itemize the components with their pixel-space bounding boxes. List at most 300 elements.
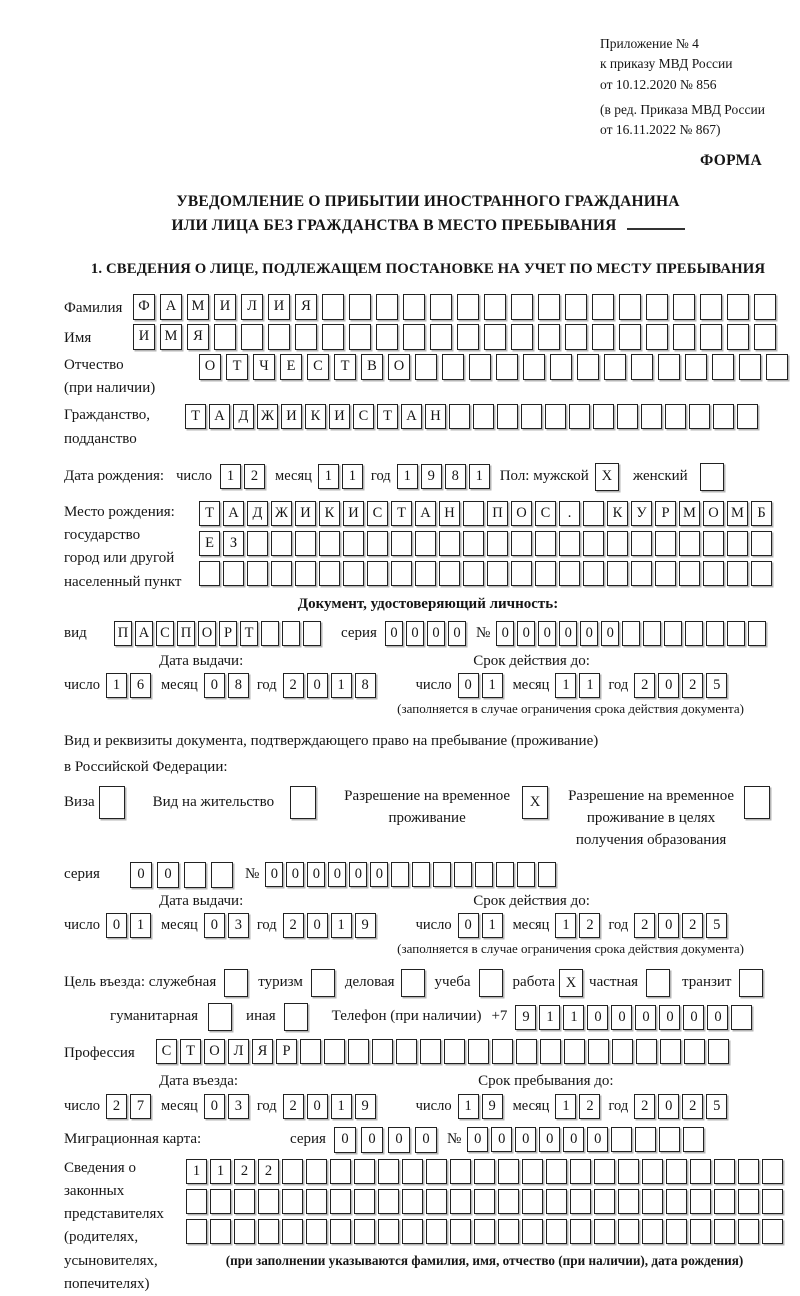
form-cell[interactable] bbox=[703, 531, 724, 556]
form-cell[interactable]: 1 bbox=[579, 673, 600, 698]
form-cell[interactable]: А bbox=[223, 501, 244, 526]
form-cell[interactable] bbox=[751, 531, 772, 556]
form-cell[interactable] bbox=[282, 1219, 303, 1244]
form-cell[interactable] bbox=[468, 1039, 489, 1064]
form-cell[interactable]: И bbox=[281, 404, 302, 429]
form-cell[interactable] bbox=[631, 531, 652, 556]
form-cell[interactable] bbox=[268, 324, 290, 350]
form-cell[interactable]: 0 bbox=[587, 1127, 608, 1152]
form-cell[interactable]: 1 bbox=[331, 913, 352, 938]
form-cell[interactable]: 0 bbox=[204, 673, 225, 698]
form-cell[interactable] bbox=[594, 1159, 615, 1184]
form-cell[interactable] bbox=[739, 969, 763, 997]
form-cell[interactable] bbox=[449, 404, 470, 429]
form-cell[interactable]: 0 bbox=[580, 621, 598, 646]
form-cell[interactable] bbox=[737, 404, 758, 429]
form-cell[interactable] bbox=[415, 354, 437, 380]
form-cell[interactable] bbox=[372, 1039, 393, 1064]
form-cell[interactable]: О bbox=[204, 1039, 225, 1064]
form-cell[interactable] bbox=[261, 621, 279, 646]
form-cell[interactable]: 9 bbox=[515, 1005, 536, 1030]
form-cell[interactable] bbox=[258, 1219, 279, 1244]
form-cell[interactable]: И bbox=[133, 324, 155, 350]
form-cell[interactable] bbox=[396, 1039, 417, 1064]
purpose-tourism-checkbox[interactable] bbox=[311, 969, 335, 997]
form-cell[interactable]: 1 bbox=[342, 464, 363, 489]
form-cell[interactable] bbox=[714, 1219, 735, 1244]
form-cell[interactable]: 9 bbox=[355, 1094, 376, 1119]
form-cell[interactable] bbox=[300, 1039, 321, 1064]
form-cell[interactable] bbox=[641, 404, 662, 429]
form-cell[interactable]: 0 bbox=[388, 1127, 410, 1153]
form-cell[interactable]: 2 bbox=[682, 913, 703, 938]
form-cell[interactable] bbox=[214, 324, 236, 350]
form-cell[interactable] bbox=[511, 324, 533, 350]
form-cell[interactable] bbox=[282, 1159, 303, 1184]
form-cell[interactable] bbox=[659, 1127, 680, 1152]
form-cell[interactable]: О bbox=[388, 354, 410, 380]
form-cell[interactable] bbox=[324, 1039, 345, 1064]
form-cell[interactable]: 0 bbox=[458, 673, 479, 698]
form-cell[interactable]: А bbox=[160, 294, 182, 320]
form-cell[interactable] bbox=[619, 324, 641, 350]
form-cell[interactable]: 1 bbox=[186, 1159, 207, 1184]
form-cell[interactable] bbox=[646, 294, 668, 320]
form-cell[interactable] bbox=[306, 1219, 327, 1244]
form-cell[interactable]: 5 bbox=[706, 1094, 727, 1119]
form-cell[interactable] bbox=[402, 1219, 423, 1244]
form-cell[interactable] bbox=[391, 561, 412, 586]
form-cell[interactable]: И bbox=[329, 404, 350, 429]
form-cell[interactable] bbox=[186, 1189, 207, 1214]
form-cell[interactable]: 0 bbox=[539, 1127, 560, 1152]
form-cell[interactable] bbox=[739, 354, 761, 380]
form-cell[interactable] bbox=[271, 531, 292, 556]
sex-male-checkbox[interactable] bbox=[595, 463, 619, 491]
form-cell[interactable] bbox=[619, 294, 641, 320]
form-cell[interactable] bbox=[666, 1219, 687, 1244]
form-cell[interactable]: 1 bbox=[469, 464, 490, 489]
form-cell[interactable]: 1 bbox=[482, 913, 503, 938]
form-cell[interactable]: 0 bbox=[635, 1005, 656, 1030]
form-cell[interactable] bbox=[367, 561, 388, 586]
form-cell[interactable]: 2 bbox=[244, 464, 265, 489]
form-cell[interactable]: . bbox=[559, 501, 580, 526]
form-cell[interactable]: 0 bbox=[611, 1005, 632, 1030]
form-cell[interactable]: Т bbox=[226, 354, 248, 380]
form-cell[interactable]: 0 bbox=[204, 913, 225, 938]
form-cell[interactable] bbox=[319, 561, 340, 586]
form-cell[interactable] bbox=[330, 1219, 351, 1244]
form-cell[interactable] bbox=[475, 862, 493, 887]
form-cell[interactable] bbox=[665, 404, 686, 429]
form-cell[interactable]: 2 bbox=[634, 673, 655, 698]
form-cell[interactable]: 2 bbox=[682, 1094, 703, 1119]
form-cell[interactable] bbox=[762, 1159, 783, 1184]
form-cell[interactable] bbox=[762, 1219, 783, 1244]
form-cell[interactable]: 0 bbox=[707, 1005, 728, 1030]
form-cell[interactable] bbox=[496, 862, 514, 887]
form-cell[interactable] bbox=[450, 1189, 471, 1214]
form-cell[interactable]: Л bbox=[228, 1039, 249, 1064]
form-cell[interactable]: Т bbox=[180, 1039, 201, 1064]
form-cell[interactable] bbox=[727, 294, 749, 320]
form-cell[interactable]: 1 bbox=[318, 464, 339, 489]
form-cell[interactable]: О bbox=[198, 621, 216, 646]
sex-female-checkbox[interactable] bbox=[700, 463, 724, 491]
form-cell[interactable] bbox=[683, 1127, 704, 1152]
form-cell[interactable] bbox=[463, 531, 484, 556]
form-cell[interactable] bbox=[631, 354, 653, 380]
form-cell[interactable] bbox=[306, 1189, 327, 1214]
form-cell[interactable] bbox=[454, 862, 472, 887]
form-cell[interactable] bbox=[479, 969, 503, 997]
form-cell[interactable] bbox=[442, 354, 464, 380]
form-cell[interactable]: Я bbox=[295, 294, 317, 320]
form-cell[interactable]: 0 bbox=[515, 1127, 536, 1152]
purpose-official-checkbox[interactable] bbox=[224, 969, 248, 997]
form-cell[interactable] bbox=[343, 561, 364, 586]
form-cell[interactable] bbox=[223, 561, 244, 586]
form-cell[interactable]: Т bbox=[199, 501, 220, 526]
form-cell[interactable] bbox=[594, 1219, 615, 1244]
form-cell[interactable] bbox=[714, 1189, 735, 1214]
form-cell[interactable] bbox=[618, 1159, 639, 1184]
form-cell[interactable]: 0 bbox=[361, 1127, 383, 1153]
form-cell[interactable] bbox=[607, 561, 628, 586]
purpose-private-checkbox[interactable] bbox=[646, 969, 670, 997]
form-cell[interactable]: 2 bbox=[634, 1094, 655, 1119]
visa-checkbox[interactable] bbox=[99, 786, 125, 819]
form-cell[interactable]: 0 bbox=[538, 621, 556, 646]
form-cell[interactable]: X bbox=[595, 463, 619, 491]
form-cell[interactable] bbox=[426, 1219, 447, 1244]
form-cell[interactable]: Ф bbox=[133, 294, 155, 320]
form-cell[interactable] bbox=[210, 1219, 231, 1244]
temp-residence-edu-checkbox[interactable] bbox=[744, 786, 770, 819]
form-cell[interactable] bbox=[738, 1219, 759, 1244]
form-cell[interactable]: 2 bbox=[634, 913, 655, 938]
form-cell[interactable]: И bbox=[343, 501, 364, 526]
form-cell[interactable] bbox=[426, 1159, 447, 1184]
form-cell[interactable]: 1 bbox=[331, 673, 352, 698]
form-cell[interactable] bbox=[611, 1127, 632, 1152]
form-cell[interactable] bbox=[538, 294, 560, 320]
form-cell[interactable]: 1 bbox=[563, 1005, 584, 1030]
form-cell[interactable] bbox=[744, 786, 770, 819]
form-cell[interactable] bbox=[679, 561, 700, 586]
form-cell[interactable] bbox=[311, 969, 335, 997]
form-cell[interactable] bbox=[378, 1189, 399, 1214]
form-cell[interactable]: Т bbox=[240, 621, 258, 646]
form-cell[interactable]: 2 bbox=[106, 1094, 127, 1119]
form-cell[interactable] bbox=[367, 531, 388, 556]
form-cell[interactable]: С bbox=[535, 501, 556, 526]
form-cell[interactable] bbox=[391, 862, 409, 887]
form-cell[interactable]: М bbox=[727, 501, 748, 526]
form-cell[interactable] bbox=[754, 294, 776, 320]
form-cell[interactable]: 9 bbox=[355, 913, 376, 938]
form-cell[interactable]: 0 bbox=[349, 862, 367, 887]
form-cell[interactable]: 1 bbox=[130, 913, 151, 938]
form-cell[interactable]: Р bbox=[655, 501, 676, 526]
form-cell[interactable] bbox=[498, 1219, 519, 1244]
form-cell[interactable] bbox=[754, 324, 776, 350]
form-cell[interactable]: 2 bbox=[579, 913, 600, 938]
form-cell[interactable] bbox=[643, 621, 661, 646]
form-cell[interactable] bbox=[522, 1159, 543, 1184]
form-cell[interactable] bbox=[690, 1159, 711, 1184]
form-cell[interactable] bbox=[631, 561, 652, 586]
form-cell[interactable]: О bbox=[511, 501, 532, 526]
form-cell[interactable]: 0 bbox=[448, 621, 466, 646]
form-cell[interactable]: К bbox=[319, 501, 340, 526]
form-cell[interactable]: И bbox=[214, 294, 236, 320]
form-cell[interactable]: 0 bbox=[307, 1094, 328, 1119]
form-cell[interactable] bbox=[348, 1039, 369, 1064]
form-cell[interactable]: 0 bbox=[286, 862, 304, 887]
form-cell[interactable] bbox=[492, 1039, 513, 1064]
form-cell[interactable]: 0 bbox=[130, 862, 152, 888]
form-cell[interactable]: 0 bbox=[427, 621, 445, 646]
form-cell[interactable] bbox=[282, 1189, 303, 1214]
form-cell[interactable] bbox=[546, 1189, 567, 1214]
form-cell[interactable]: 0 bbox=[415, 1127, 437, 1153]
form-cell[interactable]: X bbox=[559, 969, 583, 997]
form-cell[interactable] bbox=[738, 1189, 759, 1214]
form-cell[interactable] bbox=[349, 324, 371, 350]
form-cell[interactable]: К bbox=[305, 404, 326, 429]
form-cell[interactable]: Т bbox=[377, 404, 398, 429]
form-cell[interactable] bbox=[583, 561, 604, 586]
form-cell[interactable] bbox=[521, 404, 542, 429]
form-cell[interactable] bbox=[666, 1159, 687, 1184]
form-cell[interactable]: 5 bbox=[706, 673, 727, 698]
form-cell[interactable] bbox=[469, 354, 491, 380]
form-cell[interactable] bbox=[234, 1219, 255, 1244]
form-cell[interactable] bbox=[550, 354, 572, 380]
form-cell[interactable] bbox=[559, 531, 580, 556]
form-cell[interactable]: 0 bbox=[517, 621, 535, 646]
form-cell[interactable] bbox=[247, 531, 268, 556]
form-cell[interactable]: 0 bbox=[658, 1094, 679, 1119]
form-cell[interactable] bbox=[186, 1219, 207, 1244]
form-cell[interactable] bbox=[210, 1189, 231, 1214]
form-cell[interactable] bbox=[538, 324, 560, 350]
form-cell[interactable] bbox=[457, 324, 479, 350]
form-cell[interactable] bbox=[700, 324, 722, 350]
form-cell[interactable] bbox=[487, 531, 508, 556]
form-cell[interactable] bbox=[618, 1219, 639, 1244]
form-cell[interactable]: X bbox=[522, 786, 548, 819]
form-cell[interactable] bbox=[402, 1189, 423, 1214]
form-cell[interactable]: 7 bbox=[130, 1094, 151, 1119]
form-cell[interactable] bbox=[592, 294, 614, 320]
form-cell[interactable]: Р bbox=[219, 621, 237, 646]
form-cell[interactable] bbox=[689, 404, 710, 429]
form-cell[interactable]: Ж bbox=[257, 404, 278, 429]
form-cell[interactable] bbox=[646, 969, 670, 997]
form-cell[interactable] bbox=[430, 324, 452, 350]
form-cell[interactable]: 0 bbox=[658, 673, 679, 698]
form-cell[interactable]: 5 bbox=[706, 913, 727, 938]
form-cell[interactable]: О bbox=[703, 501, 724, 526]
form-cell[interactable] bbox=[712, 354, 734, 380]
form-cell[interactable] bbox=[376, 294, 398, 320]
form-cell[interactable]: С bbox=[353, 404, 374, 429]
form-cell[interactable]: 0 bbox=[458, 913, 479, 938]
form-cell[interactable]: Р bbox=[276, 1039, 297, 1064]
form-cell[interactable]: 0 bbox=[491, 1127, 512, 1152]
form-cell[interactable]: 0 bbox=[307, 913, 328, 938]
form-cell[interactable] bbox=[322, 294, 344, 320]
form-cell[interactable] bbox=[522, 1219, 543, 1244]
form-cell[interactable]: 2 bbox=[283, 673, 304, 698]
form-cell[interactable]: Т bbox=[391, 501, 412, 526]
form-cell[interactable]: Д bbox=[233, 404, 254, 429]
form-cell[interactable]: 0 bbox=[265, 862, 283, 887]
form-cell[interactable] bbox=[666, 1189, 687, 1214]
form-cell[interactable] bbox=[570, 1219, 591, 1244]
form-cell[interactable] bbox=[727, 621, 745, 646]
form-cell[interactable] bbox=[290, 786, 316, 819]
form-cell[interactable] bbox=[420, 1039, 441, 1064]
form-cell[interactable] bbox=[184, 862, 206, 888]
form-cell[interactable]: П bbox=[114, 621, 132, 646]
form-cell[interactable] bbox=[565, 324, 587, 350]
form-cell[interactable]: 2 bbox=[682, 673, 703, 698]
form-cell[interactable]: 0 bbox=[601, 621, 619, 646]
form-cell[interactable]: 1 bbox=[220, 464, 241, 489]
form-cell[interactable]: 0 bbox=[106, 913, 127, 938]
form-cell[interactable]: 0 bbox=[683, 1005, 704, 1030]
form-cell[interactable] bbox=[391, 531, 412, 556]
form-cell[interactable]: 8 bbox=[355, 673, 376, 698]
form-cell[interactable]: 1 bbox=[458, 1094, 479, 1119]
form-cell[interactable] bbox=[700, 294, 722, 320]
form-cell[interactable]: 0 bbox=[385, 621, 403, 646]
form-cell[interactable] bbox=[685, 621, 703, 646]
form-cell[interactable] bbox=[403, 294, 425, 320]
form-cell[interactable] bbox=[498, 1189, 519, 1214]
form-cell[interactable] bbox=[378, 1159, 399, 1184]
form-cell[interactable]: 2 bbox=[283, 1094, 304, 1119]
form-cell[interactable] bbox=[295, 324, 317, 350]
form-cell[interactable] bbox=[343, 531, 364, 556]
residence-permit-checkbox[interactable] bbox=[290, 786, 316, 819]
form-cell[interactable] bbox=[635, 1127, 656, 1152]
form-cell[interactable] bbox=[564, 1039, 585, 1064]
form-cell[interactable]: Н bbox=[425, 404, 446, 429]
form-cell[interactable] bbox=[708, 1039, 729, 1064]
form-cell[interactable] bbox=[748, 621, 766, 646]
form-cell[interactable]: 0 bbox=[370, 862, 388, 887]
form-cell[interactable] bbox=[415, 561, 436, 586]
form-cell[interactable] bbox=[247, 561, 268, 586]
form-cell[interactable] bbox=[655, 531, 676, 556]
form-cell[interactable] bbox=[762, 1189, 783, 1214]
form-cell[interactable]: И bbox=[295, 501, 316, 526]
form-cell[interactable]: Д bbox=[247, 501, 268, 526]
form-cell[interactable]: 1 bbox=[555, 913, 576, 938]
form-cell[interactable] bbox=[511, 561, 532, 586]
form-cell[interactable] bbox=[376, 324, 398, 350]
form-cell[interactable] bbox=[99, 786, 125, 819]
form-cell[interactable] bbox=[282, 621, 300, 646]
form-cell[interactable] bbox=[727, 324, 749, 350]
form-cell[interactable] bbox=[622, 621, 640, 646]
form-cell[interactable]: 0 bbox=[559, 621, 577, 646]
form-cell[interactable]: 2 bbox=[258, 1159, 279, 1184]
form-cell[interactable]: С bbox=[367, 501, 388, 526]
form-cell[interactable] bbox=[258, 1189, 279, 1214]
form-cell[interactable] bbox=[604, 354, 626, 380]
form-cell[interactable] bbox=[706, 621, 724, 646]
form-cell[interactable] bbox=[636, 1039, 657, 1064]
form-cell[interactable]: 1 bbox=[106, 673, 127, 698]
form-cell[interactable] bbox=[646, 324, 668, 350]
form-cell[interactable] bbox=[727, 531, 748, 556]
form-cell[interactable] bbox=[559, 561, 580, 586]
form-cell[interactable]: Ж bbox=[271, 501, 292, 526]
form-cell[interactable] bbox=[322, 324, 344, 350]
form-cell[interactable]: В bbox=[361, 354, 383, 380]
form-cell[interactable] bbox=[713, 404, 734, 429]
form-cell[interactable] bbox=[450, 1219, 471, 1244]
form-cell[interactable] bbox=[330, 1189, 351, 1214]
form-cell[interactable] bbox=[430, 294, 452, 320]
form-cell[interactable] bbox=[538, 862, 556, 887]
form-cell[interactable]: 1 bbox=[210, 1159, 231, 1184]
form-cell[interactable]: М bbox=[187, 294, 209, 320]
form-cell[interactable]: Т bbox=[185, 404, 206, 429]
form-cell[interactable] bbox=[211, 862, 233, 888]
form-cell[interactable] bbox=[234, 1189, 255, 1214]
form-cell[interactable] bbox=[583, 501, 604, 526]
form-cell[interactable]: 9 bbox=[482, 1094, 503, 1119]
form-cell[interactable]: И bbox=[268, 294, 290, 320]
form-cell[interactable]: 6 bbox=[130, 673, 151, 698]
form-cell[interactable] bbox=[545, 404, 566, 429]
form-cell[interactable] bbox=[727, 561, 748, 586]
form-cell[interactable] bbox=[535, 531, 556, 556]
form-cell[interactable] bbox=[487, 561, 508, 586]
form-cell[interactable] bbox=[617, 404, 638, 429]
form-cell[interactable]: П bbox=[177, 621, 195, 646]
form-cell[interactable]: Б bbox=[751, 501, 772, 526]
form-cell[interactable]: А bbox=[415, 501, 436, 526]
form-cell[interactable] bbox=[401, 969, 425, 997]
form-cell[interactable]: О bbox=[199, 354, 221, 380]
form-cell[interactable]: М bbox=[679, 501, 700, 526]
form-cell[interactable] bbox=[439, 531, 460, 556]
form-cell[interactable] bbox=[241, 324, 263, 350]
form-cell[interactable] bbox=[295, 531, 316, 556]
form-cell[interactable] bbox=[655, 561, 676, 586]
form-cell[interactable] bbox=[474, 1189, 495, 1214]
purpose-study-checkbox[interactable] bbox=[479, 969, 503, 997]
form-cell[interactable] bbox=[738, 1159, 759, 1184]
form-cell[interactable] bbox=[546, 1159, 567, 1184]
form-cell[interactable] bbox=[511, 531, 532, 556]
temp-residence-checkbox[interactable] bbox=[522, 786, 548, 819]
form-cell[interactable] bbox=[463, 501, 484, 526]
form-cell[interactable] bbox=[642, 1189, 663, 1214]
form-cell[interactable] bbox=[319, 531, 340, 556]
form-cell[interactable] bbox=[402, 1159, 423, 1184]
form-cell[interactable] bbox=[473, 404, 494, 429]
form-cell[interactable] bbox=[474, 1159, 495, 1184]
